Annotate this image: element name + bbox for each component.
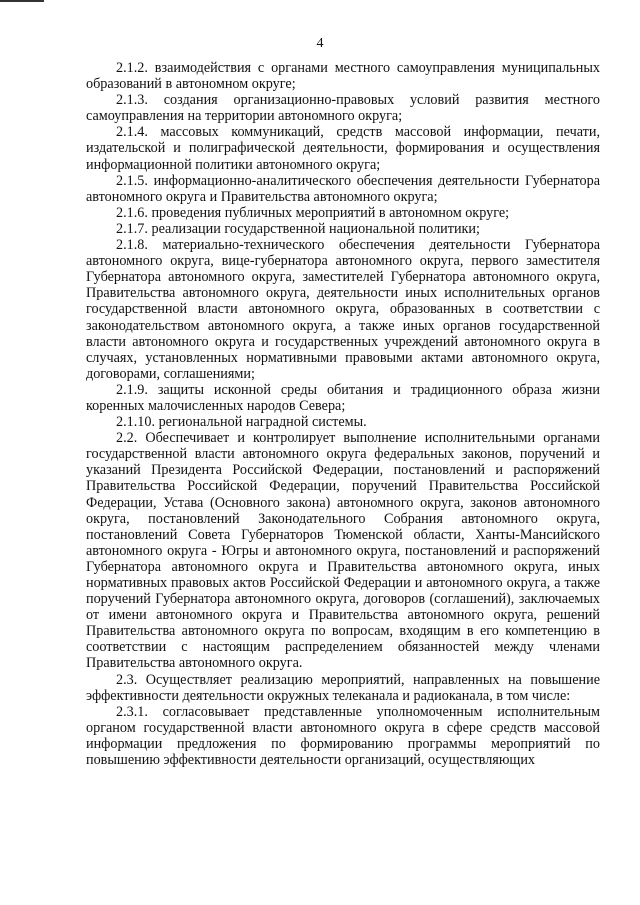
paragraph-2-1-5: 2.1.5. информационно-аналитического обеспечения деятельности Губернатора автономного округа и Правительства автономного округа; [86, 172, 600, 205]
paragraph-2-2: 2.2. Обеспечивает и контролирует выполнение исполнительными органами государственной власти автономного округа федеральных законов, поручений и указаний Президента Российской Федерации, постановлений и распоряжений Правительства Российской Федерации, поручений Правительства Российской Федерации, Устава (Основного закона) автономного округа, законов автономного округа, постановлений Законодательного Собрания автономного округа, постановлений Совета Губернаторов Тюменской области, Ханты-Мансийского автономного округа - Югры и автономного округа, постановлений и распоряжений Губернатора автономного округа и Правительства автономного округа, иных нормативных правовых актов Российской Федерации и автономного округа, а также поручений Губернатора автономного округа, договоров (соглашений), заключаемых от имени автономного округа и Правительства автономного округа, решений Правительства автономного округа по вопросам, входящим в его компетенцию в соответствии с настоящим распределением обязанностей между членами Правительства автономного округа. [86, 430, 600, 672]
paragraph-2-1-10: 2.1.10. региональной наградной системы. [116, 414, 367, 431]
paragraph-2-3-1: 2.3.1. согласовывает представленные уполномоченным исполнительным органом государственной власти автономного округа в сфере средств массовой информации предложения по формированию программы мероприятий по повышению эффективности деятельности организаций, осуществляющих [86, 703, 600, 769]
scan-corner-mark [0, 0, 44, 2]
document-body [86, 60, 600, 768]
paragraph-2-1-2: 2.1.2. взаимодействия с органами местного самоуправления муниципальных образований в автономном округе; [86, 60, 600, 93]
paragraph-2-1-3: 2.1.3. создания организационно-правовых условий развития местного самоуправления на территории автономного округа; [86, 92, 600, 125]
paragraph-2-1-8: 2.1.8. материально-технического обеспечения деятельности Губернатора автономного округа, вице-губернатора автономного округа, первого заместителя Губернатора автономного округа, заместителей Губернатора автономного округа, Правительства автономного округа, деятельности иных исполнительных органов государственной власти автономного округа, образованных в соответствии с законодательством автономного округа, а также иных органов государственной власти автономного округа и государственных учреждений автономного округа в случаях, установленных нормативными правовыми актами автономного округа, договорами, соглашениями; [86, 237, 600, 382]
paragraph-2-1-7: 2.1.7. реализации государственной национальной политики; [116, 220, 480, 237]
paragraph-2-1-6: 2.1.6. проведения публичных мероприятий в автономном округе; [116, 204, 510, 221]
page-number: 4 [316, 36, 324, 51]
paragraph-2-3: 2.3. Осуществляет реализацию мероприятий, направленных на повышение эффективности деятельности окружных телеканала и радиоканала, в том числе: [86, 671, 600, 704]
paragraph-2-1-9: 2.1.9. защиты исконной среды обитания и традиционного образа жизни коренных малочисленных народов Севера; [86, 381, 600, 414]
paragraph-2-1-4: 2.1.4. массовых коммуникаций, средств массовой информации, печати, издательской и полиграфической деятельности, формирования и осуществления информационной политики автономного округа; [86, 124, 600, 173]
